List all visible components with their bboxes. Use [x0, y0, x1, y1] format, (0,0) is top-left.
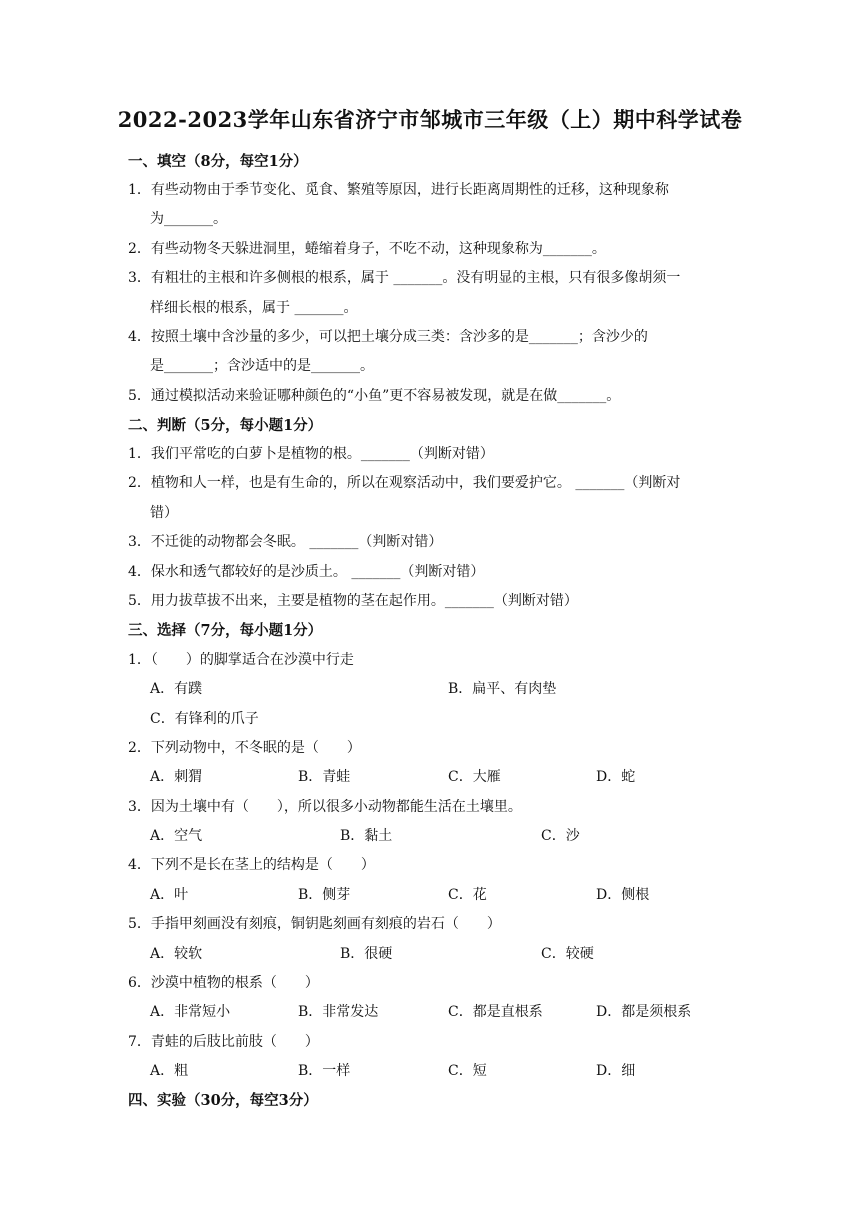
judge-question-1: 1．我们平常吃的白萝卜是植物的根。_______（判断对错） [128, 446, 494, 462]
choice-3-option-b: B．黏土 [340, 828, 393, 844]
choice-1-option-b: B．扁平、有肉垫 [448, 681, 557, 697]
choice-6-option-c: C．都是直根系 [448, 1004, 543, 1020]
choice-6-option-d: D．都是须根系 [596, 1004, 692, 1020]
judge-question-3: 3．不迁徙的动物都会冬眠。 _______（判断对错） [128, 534, 443, 550]
choice-1-option-a: A．有蹼 [150, 681, 203, 697]
section-heading-choice: 三、选择（7分，每小题1分） [128, 622, 323, 639]
fill-question-1: 1．有些动物由于季节变化、觅食、繁殖等原因，进行长距离周期性的迁移，这种现象称 [128, 182, 669, 198]
judge-question-4: 4．保水和透气都较好的是沙质土。 _______（判断对错） [128, 564, 485, 580]
choice-7-option-c: C．短 [448, 1063, 487, 1079]
choice-1-option-c: C．有锋利的爪子 [150, 711, 259, 727]
choice-question-6: 6．沙漠中植物的根系（ ） [128, 975, 319, 991]
fill-question-3: 3．有粗壮的主根和许多侧根的根系，属于 _______。没有明显的主根，只有很多像胡须一 [128, 270, 681, 286]
choice-4-option-c: C．花 [448, 887, 487, 903]
judge-question-2-cont: 错） [150, 505, 178, 521]
judge-question-5: 5．用力拔草拔不出来，主要是植物的茎在起作用。_______（判断对错） [128, 593, 578, 609]
choice-6-option-b: B．非常发达 [298, 1004, 379, 1020]
judge-question-2: 2．植物和人一样，也是有生命的，所以在观察活动中，我们要爱护它。 _______（判断对 [128, 475, 681, 491]
choice-4-option-b: B．侧芽 [298, 887, 351, 903]
choice-5-option-b: B．很硬 [340, 946, 393, 962]
fill-question-5: 5．通过模拟活动来验证哪种颜色的“小鱼”更不容易被发现，就是在做_______。 [128, 388, 621, 404]
section-heading-experiment: 四、实验（30分，每空3分） [128, 1092, 318, 1109]
choice-4-option-d: D．侧根 [596, 887, 650, 903]
choice-7-option-b: B．一样 [298, 1063, 351, 1079]
choice-2-option-a: A．刺猬 [150, 769, 203, 785]
choice-5-option-a: A．较软 [150, 946, 203, 962]
page-title: 2022-2023学年山东省济宁市邹城市三年级（上）期中科学试卷 [117, 107, 743, 132]
fill-question-4-cont: 是_______；含沙适中的是_______。 [150, 358, 374, 374]
section-heading-fill: 一、填空（8分，每空1分） [128, 153, 308, 170]
choice-question-1: 1．（ ）的脚掌适合在沙漠中行走 [128, 652, 354, 668]
fill-question-2: 2．有些动物冬天躲进洞里，蜷缩着身子，不吃不动，这种现象称为_______。 [128, 241, 606, 257]
choice-question-4: 4．下列不是长在茎上的结构是（ ） [128, 857, 375, 873]
choice-3-option-a: A．空气 [150, 828, 203, 844]
fill-question-3-cont: 样细长根的根系，属于 _______。 [150, 300, 358, 316]
choice-7-option-a: A．粗 [150, 1063, 189, 1079]
choice-question-7: 7．青蛙的后肢比前肢（ ） [128, 1034, 319, 1050]
choice-question-2: 2．下列动物中，不冬眠的是（ ） [128, 740, 361, 756]
fill-question-4: 4．按照土壤中含沙量的多少，可以把土壤分成三类：含沙多的是_______；含沙少的 [128, 329, 648, 345]
choice-5-option-c: C．较硬 [541, 946, 594, 962]
choice-question-3: 3．因为土壤中有（ ），所以很多小动物都能生活在土壤里。 [128, 799, 522, 815]
choice-3-option-c: C．沙 [541, 828, 580, 844]
choice-2-option-c: C．大雁 [448, 769, 501, 785]
choice-7-option-d: D．细 [596, 1063, 636, 1079]
choice-question-5: 5．手指甲刻画没有刻痕，铜钥匙刻画有刻痕的岩石（ ） [128, 916, 501, 932]
choice-2-option-d: D．蛇 [596, 769, 636, 785]
fill-question-1-cont: 为_______。 [150, 211, 227, 227]
choice-4-option-a: A．叶 [150, 887, 189, 903]
choice-2-option-b: B．青蛙 [298, 769, 351, 785]
section-heading-judge: 二、判断（5分，每小题1分） [128, 417, 323, 434]
choice-6-option-a: A．非常短小 [150, 1004, 231, 1020]
